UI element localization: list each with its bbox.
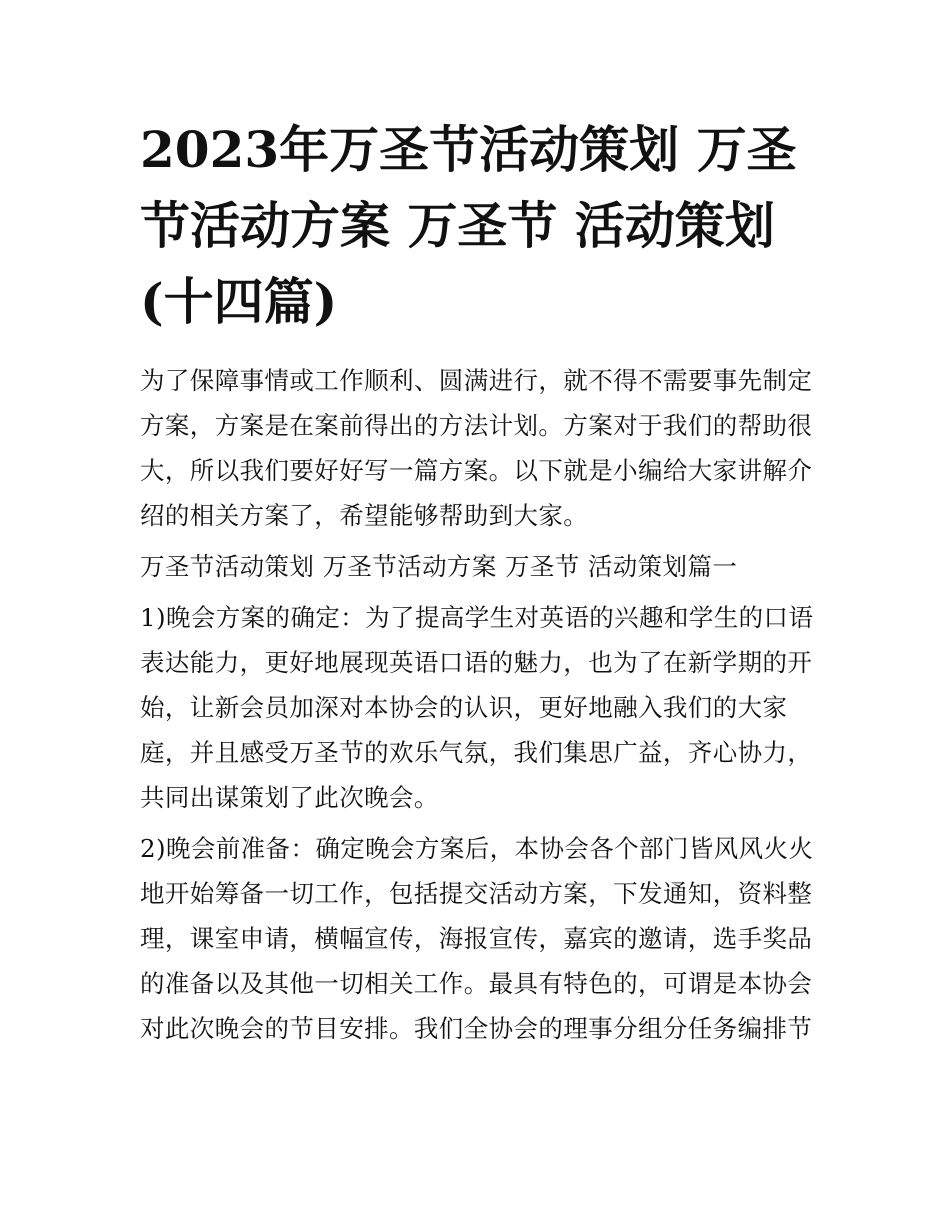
body-paragraph-1: 1)晚会方案的确定：为了提高学生对英语的兴趣和学生的口语表达能力，更好地展现英语口语的魅力，也为了在新学期的开始，让新会员加深对本协会的认识，更好地融入我们的大家庭，并且感受万圣节的欢乐气氛，我们集思广益，齐心协力，共同出谋策划了此次晚会。 [140,603,814,812]
intro-paragraph: 为了保障事情或工作顺利、圆满进行，就不得不需要事先制定方案，方案是在案前得出的方法计划。方案对于我们的帮助很大，所以我们要好好写一篇方案。以下就是小编给大家讲解介绍的相关方案了，希望能够帮助到大家。 [140,366,813,530]
document-content [140,112,820,1051]
document-title: 2023年万圣节活动策划 万圣节活动方案 万圣节 活动策划(十四篇) [140,120,797,331]
section-heading: 万圣节活动策划 万圣节活动方案 万圣节 活动策划篇一 [140,552,738,581]
body-paragraph-2: 2)晚会前准备：确定晚会方案后，本协会各个部门皆风风火火地开始筹备一切工作，包括提交活动方案，下发通知，资料整理，课室申请，横幅宣传，海报宣传，嘉宾的邀请，选手奖品的准备以及其他一切相关工作。最具有特色的，可谓是本协会对此次晚会的节目安排。我们全协会的理事分组分任务编排节 [140,834,814,1043]
